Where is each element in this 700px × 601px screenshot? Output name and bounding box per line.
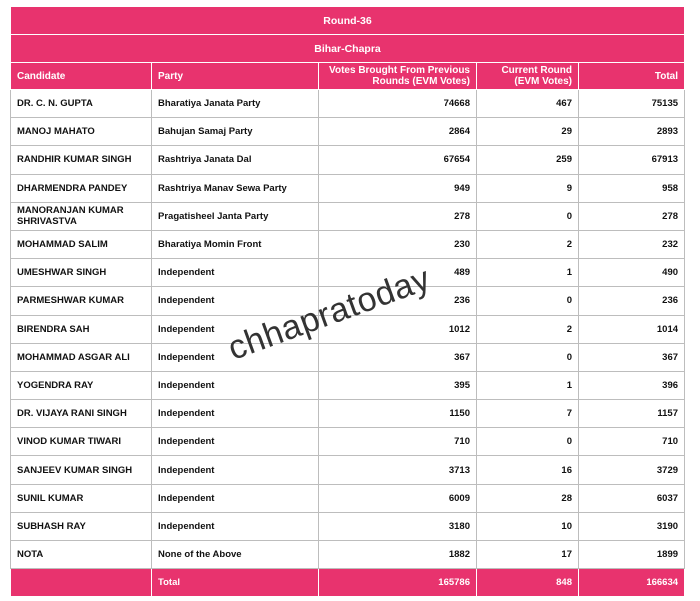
header-previous-votes: Votes Brought From Previous Rounds (EVM Votes): [319, 63, 477, 90]
previous-votes: 230: [319, 230, 477, 258]
table-row: [11, 230, 685, 258]
party-name: Pragatisheel Janta Party: [152, 202, 319, 230]
candidate-name: MANOJ MAHATO: [11, 118, 152, 146]
constituency-title: Bihar-Chapra: [11, 35, 685, 63]
candidate-name: PARMESHWAR KUMAR: [11, 287, 152, 315]
total-votes: 3729: [579, 456, 685, 484]
total-votes: 710: [579, 428, 685, 456]
previous-votes: 3713: [319, 456, 477, 484]
current-votes: 9: [477, 174, 579, 202]
table-row: [11, 90, 685, 118]
previous-votes: 278: [319, 202, 477, 230]
current-votes: 16: [477, 456, 579, 484]
total-votes: 1899: [579, 541, 685, 569]
current-votes: 28: [477, 484, 579, 512]
total-votes: 396: [579, 371, 685, 399]
previous-votes: 489: [319, 259, 477, 287]
table-row: [11, 400, 685, 428]
current-votes: 7: [477, 400, 579, 428]
candidate-name: SANJEEV KUMAR SINGH: [11, 456, 152, 484]
candidate-name: NOTA: [11, 541, 152, 569]
party-name: Independent: [152, 343, 319, 371]
table-row: [11, 541, 685, 569]
total-label: Total: [152, 569, 319, 597]
party-name: Independent: [152, 484, 319, 512]
table-row: [11, 146, 685, 174]
table-row: [11, 118, 685, 146]
current-votes: 0: [477, 428, 579, 456]
results-table: [10, 6, 685, 597]
party-name: Independent: [152, 400, 319, 428]
candidate-name: DR. VIJAYA RANI SINGH: [11, 400, 152, 428]
current-votes: 0: [477, 343, 579, 371]
previous-votes: 395: [319, 371, 477, 399]
table-row: [11, 456, 685, 484]
previous-votes: 1882: [319, 541, 477, 569]
candidate-name: UMESHWAR SINGH: [11, 259, 152, 287]
current-votes: 2: [477, 230, 579, 258]
round-title: Round-36: [11, 7, 685, 35]
total-votes: 236: [579, 287, 685, 315]
table-row: [11, 202, 685, 230]
candidate-name: MOHAMMAD SALIM: [11, 230, 152, 258]
header-candidate: Candidate: [11, 63, 152, 90]
previous-votes: 367: [319, 343, 477, 371]
previous-votes: 1012: [319, 315, 477, 343]
total-row-blank: [11, 569, 152, 597]
candidate-name: VINOD KUMAR TIWARI: [11, 428, 152, 456]
header-party: Party: [152, 63, 319, 90]
current-votes: 1: [477, 259, 579, 287]
candidate-name: BIRENDRA SAH: [11, 315, 152, 343]
candidate-name: MOHAMMAD ASGAR ALI: [11, 343, 152, 371]
grand-total-votes: 166634: [579, 569, 685, 597]
current-votes: 467: [477, 90, 579, 118]
table-row: [11, 315, 685, 343]
table-body: [11, 90, 685, 597]
candidate-name: DR. C. N. GUPTA: [11, 90, 152, 118]
total-previous-votes: 165786: [319, 569, 477, 597]
total-row: [11, 569, 685, 597]
candidate-name: DHARMENDRA PANDEY: [11, 174, 152, 202]
total-votes: 278: [579, 202, 685, 230]
party-name: Bharatiya Momin Front: [152, 230, 319, 258]
candidate-name: SUBHASH RAY: [11, 512, 152, 540]
total-current-votes: 848: [477, 569, 579, 597]
current-votes: 2: [477, 315, 579, 343]
candidate-name: MANORANJAN KUMAR SHRIVASTVA: [11, 202, 152, 230]
table-row: [11, 287, 685, 315]
total-votes: 67913: [579, 146, 685, 174]
previous-votes: 74668: [319, 90, 477, 118]
previous-votes: 6009: [319, 484, 477, 512]
party-name: Independent: [152, 428, 319, 456]
table-row: [11, 512, 685, 540]
current-votes: 0: [477, 287, 579, 315]
current-votes: 1: [477, 371, 579, 399]
watermark: chhapratoday: [223, 259, 436, 368]
party-name: Independent: [152, 371, 319, 399]
total-votes: 75135: [579, 90, 685, 118]
total-votes: 232: [579, 230, 685, 258]
table-header-row: [11, 63, 685, 90]
party-name: Independent: [152, 287, 319, 315]
candidate-name: SUNIL KUMAR: [11, 484, 152, 512]
table-row: [11, 259, 685, 287]
party-name: None of the Above: [152, 541, 319, 569]
previous-votes: 949: [319, 174, 477, 202]
total-votes: 1157: [579, 400, 685, 428]
current-votes: 259: [477, 146, 579, 174]
total-votes: 958: [579, 174, 685, 202]
current-votes: 0: [477, 202, 579, 230]
total-votes: 6037: [579, 484, 685, 512]
party-name: Rashtriya Janata Dal: [152, 146, 319, 174]
total-votes: 490: [579, 259, 685, 287]
party-name: Independent: [152, 456, 319, 484]
candidate-name: YOGENDRA RAY: [11, 371, 152, 399]
party-name: Independent: [152, 259, 319, 287]
total-votes: 367: [579, 343, 685, 371]
table-row: [11, 174, 685, 202]
header-current-round: Current Round (EVM Votes): [477, 63, 579, 90]
total-votes: 3190: [579, 512, 685, 540]
candidate-name: RANDHIR KUMAR SINGH: [11, 146, 152, 174]
current-votes: 10: [477, 512, 579, 540]
table-row: [11, 484, 685, 512]
table-row: [11, 343, 685, 371]
party-name: Rashtriya Manav Sewa Party: [152, 174, 319, 202]
header-total: Total: [579, 63, 685, 90]
total-votes: 1014: [579, 315, 685, 343]
party-name: Independent: [152, 512, 319, 540]
previous-votes: 236: [319, 287, 477, 315]
previous-votes: 1150: [319, 400, 477, 428]
previous-votes: 710: [319, 428, 477, 456]
current-votes: 17: [477, 541, 579, 569]
previous-votes: 67654: [319, 146, 477, 174]
party-name: Bahujan Samaj Party: [152, 118, 319, 146]
party-name: Independent: [152, 315, 319, 343]
party-name: Bharatiya Janata Party: [152, 90, 319, 118]
table-row: [11, 428, 685, 456]
previous-votes: 2864: [319, 118, 477, 146]
table-row: [11, 371, 685, 399]
current-votes: 29: [477, 118, 579, 146]
previous-votes: 3180: [319, 512, 477, 540]
total-votes: 2893: [579, 118, 685, 146]
results-table-container: [10, 6, 684, 597]
